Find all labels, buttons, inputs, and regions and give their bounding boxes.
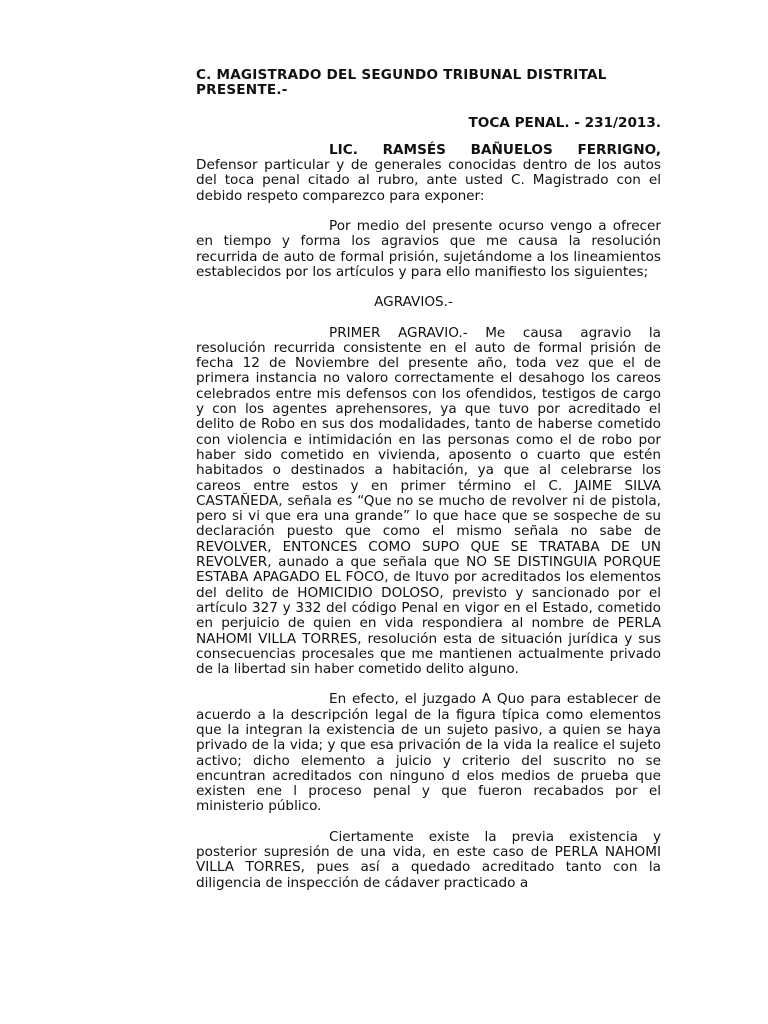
intro-paragraph: Defensor particular y de generales conocidas dentro de los autos del toca penal citado al rubro, ante usted C. Magistrado con el debido respeto comparezco para exponer: [196,157,661,204]
document-body [196,68,661,891]
paragraph-2: PRIMER AGRAVIO.- Me causa agravio la resolución recurrida consistente en el auto de formal prisión de fecha 12 de Noviembre del presente año, toda vez que el de primera instancia no valoro correctamente el desahogo los careos celebrados entre mis defensos con los ofendidos, testigos de cargo y con los agentes aprehensores, ya que tuvo por acreditado el delito de Robo en sus dos modalidades, tanto de haberse cometido con violencia e intimidación en las personas como el de robo por haber sido cometido en vivienda, aposento o cuarto que estén habitados o destinados a habitación, ya que al celebrarse los careos entre estos y en primer término el C. JAIME SILVA CASTAÑEDA, señala es “Que no se mucho de revolver ni de pistola, pero si vi que era una grande” lo que hace que se sospeche de su declaración puesto que como el mismo señala no sabe de REVOLVER, ENTONCES COMO SUPO QUE SE TRATABA DE UN REVOLVER, aunado a que señala que NO SE DISTINGUIA PORQUE ESTABA APAGADO EL FOCO, de ltuvo por acreditados los elementos del delito de HOMICIDIO DOLOSO, previsto y sancionado por el artículo 327 y 332 del código Penal en vigor en el Estado, cometido en perjuicio de quien en vida respondiera al nombre de PERLA NAHOMI VILLA TORRES, resolución esta de situación jurídica y sus consecuencias procesales que me mantienen actualmente privado de la libertad sin haber cometido delito alguno. [196,324,661,678]
paragraph-3: En efecto, el juzgado A Quo para establecer de acuerdo a la descripción legal de la figura típica como elementos que la integran la existencia de un sujeto pasivo, a quien se haya privado de la vida; y que esa privación de la vida la realice el sujeto activo; dicho elemento a juicio y criterio del suscrito no se encuntran acreditados con ninguno d elos medios de prueba que existen ene l proceso penal y que fueron recabados por el ministerio público. [196,691,661,815]
section-title: AGRAVIOS.- [374,294,453,311]
addressee-line: C. MAGISTRADO DEL SEGUNDO TRIBUNAL DISTRITAL [196,67,607,83]
case-reference: TOCA PENAL. - 231/2013. [468,114,661,131]
attorney-name: LIC. RAMSÉS BAÑUELOS FERRIGNO, [329,141,661,158]
addressee-presente: PRESENTE.- [196,82,288,99]
paragraph-4: Ciertamente existe la previa existencia y posterior supresión de una vida, en este caso de PERLA NAHOMI VILLA TORRES, pues así a quedado acreditado tanto con la diligencia de inspección de cádaver practicado a [196,828,661,891]
paragraph-1: Por medio del presente ocurso vengo a ofrecer en tiempo y forma los agravios que me causa la resolución recurrida de auto de formal prisión, sujetándome a los lineamientos establecidos por los artículos y para ello manifiesto los siguientes; [196,218,661,280]
